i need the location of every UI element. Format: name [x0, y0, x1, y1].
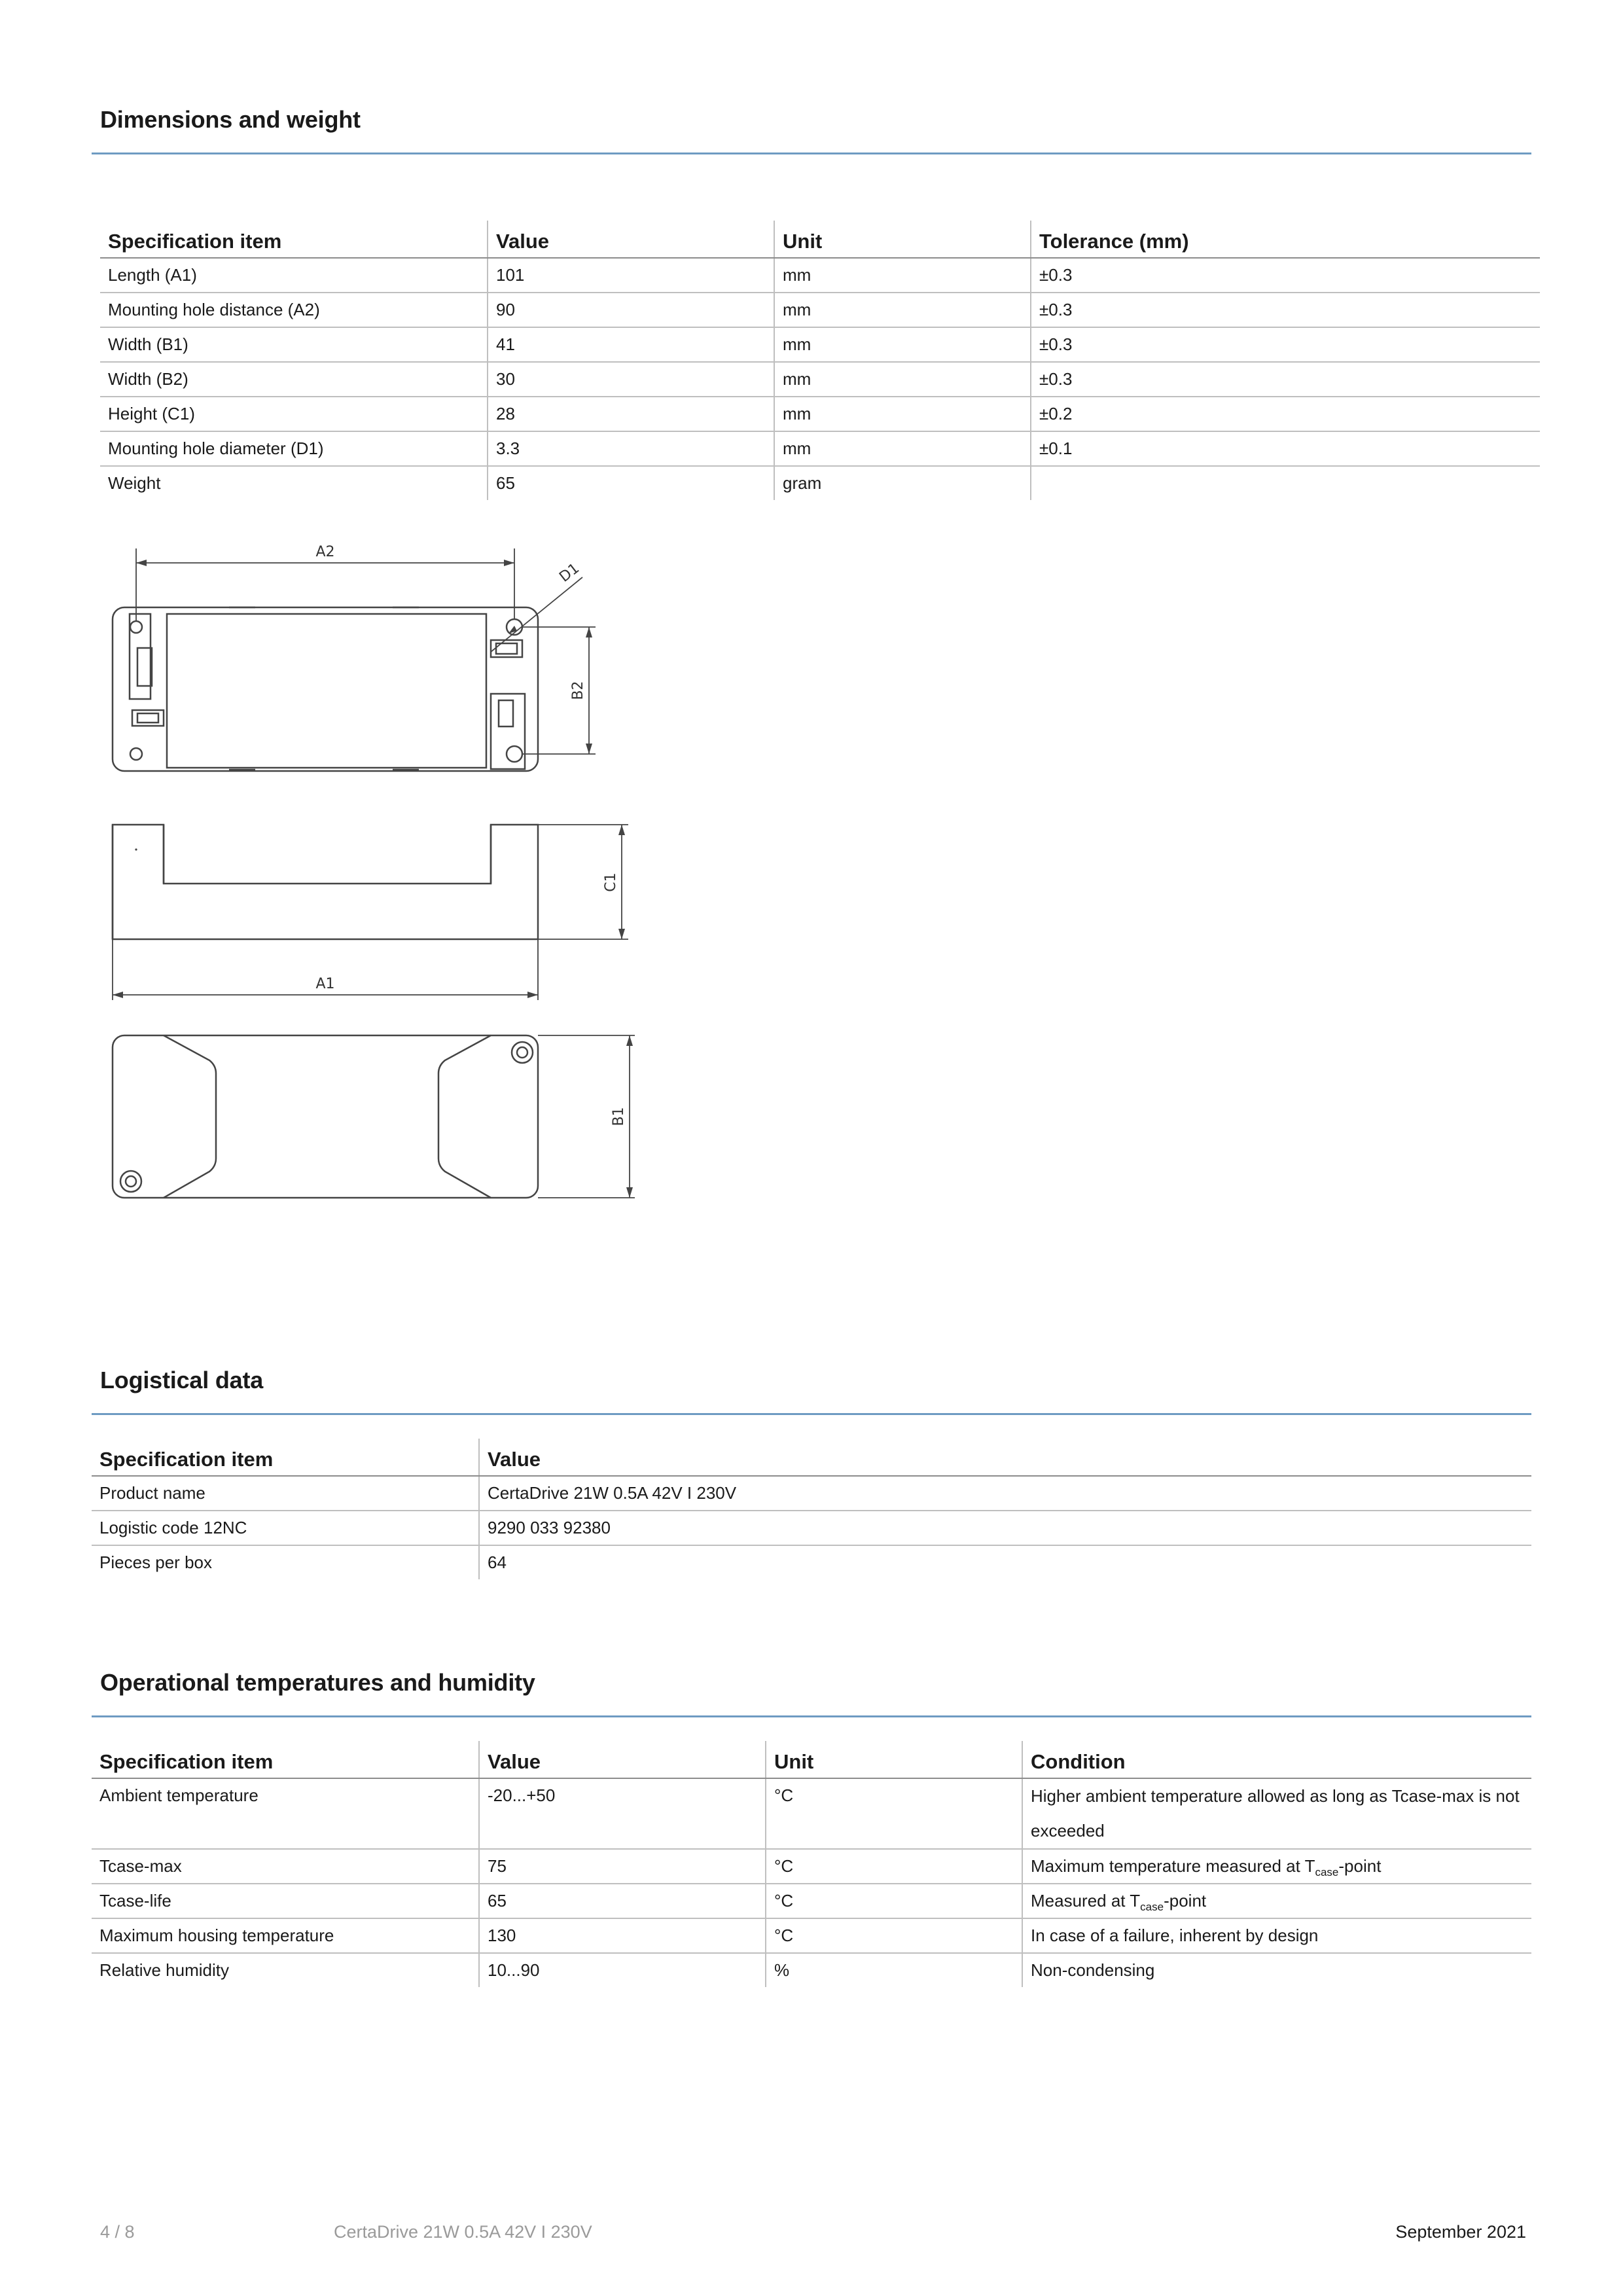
- d1-dimension: [491, 560, 582, 652]
- spec-item-cell: Width (B2): [100, 362, 488, 397]
- side-view-outline: [113, 825, 538, 939]
- column-header: Tolerance (mm): [1031, 221, 1540, 258]
- table-row: [100, 293, 1540, 327]
- column-header: Specification item: [92, 1741, 479, 1778]
- column-header: Specification item: [92, 1439, 479, 1476]
- spec-item-cell: Mounting hole diameter (D1): [100, 431, 488, 466]
- value-cell: 30: [488, 362, 774, 397]
- column-header: Unit: [766, 1741, 1022, 1778]
- operational-section-title: Operational temperatures and humidity: [100, 1669, 535, 1696]
- value-cell: 41: [488, 327, 774, 362]
- table-row: [100, 362, 1540, 397]
- table-row: [100, 258, 1540, 293]
- tolerance-cell: ±0.1: [1031, 431, 1540, 466]
- d1-label: D1: [556, 560, 583, 586]
- table-row: [100, 327, 1540, 362]
- column-header: Specification item: [100, 221, 488, 258]
- b1-dimension: [538, 1035, 635, 1198]
- column-header: Unit: [774, 221, 1031, 258]
- b2-label: B2: [570, 681, 586, 700]
- operational-title-rule: [92, 1715, 1531, 1717]
- value-cell: 130: [479, 1918, 766, 1953]
- value-cell: 65: [488, 466, 774, 500]
- c1-dimension: [538, 825, 628, 939]
- spec-item-cell: Weight: [108, 473, 161, 493]
- unit-cell: °C: [766, 1918, 1022, 1953]
- table-row: [100, 397, 1540, 431]
- dimensions-section-title: Dimensions and weight: [100, 106, 361, 133]
- table-row: [92, 1476, 1531, 1511]
- a1-dimension: [113, 939, 538, 1000]
- table-row: [100, 431, 1540, 466]
- unit-cell: gram: [774, 466, 1031, 500]
- table-header-row: [100, 221, 1540, 258]
- value-cell: 28: [488, 397, 774, 431]
- unit-cell: mm: [774, 327, 1031, 362]
- c1-label: C1: [603, 872, 619, 892]
- spec-item-cell: Length (A1): [100, 258, 488, 293]
- footer-date: September 2021: [1395, 2222, 1526, 2242]
- value-cell: 9290 033 92380: [479, 1511, 1531, 1545]
- table-row: [92, 1884, 1531, 1918]
- tolerance-cell: ±0.3: [1031, 258, 1540, 293]
- spec-item-cell: Pieces per box: [99, 1552, 212, 1572]
- value-cell: 65: [479, 1884, 766, 1918]
- value-cell: -20...+50: [479, 1778, 766, 1849]
- table-header-row: [92, 1741, 1531, 1778]
- unit-cell: mm: [774, 258, 1031, 293]
- b2-dimension: [522, 627, 596, 754]
- spec-item-cell: Height (C1): [100, 397, 488, 431]
- page-number: 4 / 8: [100, 2222, 135, 2242]
- column-header: Value: [479, 1439, 1531, 1476]
- spec-item-cell: Ambient temperature: [92, 1778, 479, 1849]
- logistical-title-rule: [92, 1413, 1531, 1415]
- table-row: [92, 1953, 1531, 1987]
- column-header: Value: [479, 1741, 766, 1778]
- value-cell: 101: [488, 258, 774, 293]
- spec-item-cell: Relative humidity: [99, 1960, 229, 1980]
- value-cell: CertaDrive 21W 0.5A 42V I 230V: [479, 1476, 1531, 1511]
- spec-item-cell: Width (B1): [100, 327, 488, 362]
- column-header: Value: [488, 221, 774, 258]
- dimensions-table: [100, 221, 1540, 500]
- condition-cell: Measured at $T_{case}$-point: [1022, 1884, 1531, 1918]
- logistical-table: [92, 1439, 1531, 1579]
- spec-item-cell: Tcase-max: [92, 1849, 479, 1884]
- spec-item-cell: Mounting hole distance (A2): [100, 293, 488, 327]
- table-row: [92, 1511, 1531, 1545]
- table-row: [92, 1849, 1531, 1884]
- bottom-view-outline: [113, 1035, 538, 1198]
- spec-item-cell: Maximum housing temperature: [92, 1918, 479, 1953]
- unit-cell: mm: [774, 397, 1031, 431]
- spec-item-cell: Logistic code 12NC: [92, 1511, 479, 1545]
- unit-cell: mm: [774, 431, 1031, 466]
- tolerance-cell: ±0.3: [1031, 362, 1540, 397]
- a2-label: A2: [315, 544, 335, 560]
- unit-cell: °C: [766, 1884, 1022, 1918]
- tolerance-cell: ±0.3: [1031, 327, 1540, 362]
- condition-cell: Non-condensing: [1022, 1953, 1531, 1987]
- a2-dimension: [136, 544, 514, 620]
- spec-item-cell: Tcase-life: [92, 1884, 479, 1918]
- unit-cell: %: [766, 1953, 1022, 1987]
- value-cell: 75: [479, 1849, 766, 1884]
- unit-cell: mm: [774, 362, 1031, 397]
- footer-product-name: CertaDrive 21W 0.5A 42V I 230V: [334, 2222, 592, 2242]
- tolerance-cell: [1031, 466, 1540, 500]
- value-cell: 90: [488, 293, 774, 327]
- spec-item-cell: Product name: [92, 1476, 479, 1511]
- unit-cell: °C: [766, 1849, 1022, 1884]
- dimension-drawing: [98, 537, 661, 1230]
- b1-label: B1: [611, 1107, 627, 1126]
- condition-cell: Maximum temperature measured at $T_{case}$-point: [1022, 1849, 1531, 1884]
- tolerance-cell: ±0.3: [1031, 293, 1540, 327]
- dimensions-title-rule: [92, 152, 1531, 154]
- column-header: Condition: [1022, 1741, 1531, 1778]
- table-header-row: [92, 1439, 1531, 1476]
- value-cell: 64: [479, 1545, 1531, 1579]
- table-row: [92, 1778, 1531, 1849]
- a1-label: A1: [315, 976, 335, 992]
- value-cell: 3.3: [488, 431, 774, 466]
- value-cell: 10...90: [479, 1953, 766, 1987]
- tolerance-cell: ±0.2: [1031, 397, 1540, 431]
- table-row: [100, 466, 1540, 500]
- unit-cell: °C: [766, 1778, 1022, 1849]
- condition-cell: In case of a failure, inherent by design: [1022, 1918, 1531, 1953]
- condition-cell: Higher ambient temperature allowed as long as Tcase-max is not exceeded: [1022, 1778, 1531, 1849]
- operational-table: [92, 1741, 1531, 1987]
- table-row: [92, 1918, 1531, 1953]
- top-view-outline: [113, 607, 538, 771]
- logistical-section-title: Logistical data: [100, 1367, 264, 1393]
- table-row: [92, 1545, 1531, 1579]
- unit-cell: mm: [774, 293, 1031, 327]
